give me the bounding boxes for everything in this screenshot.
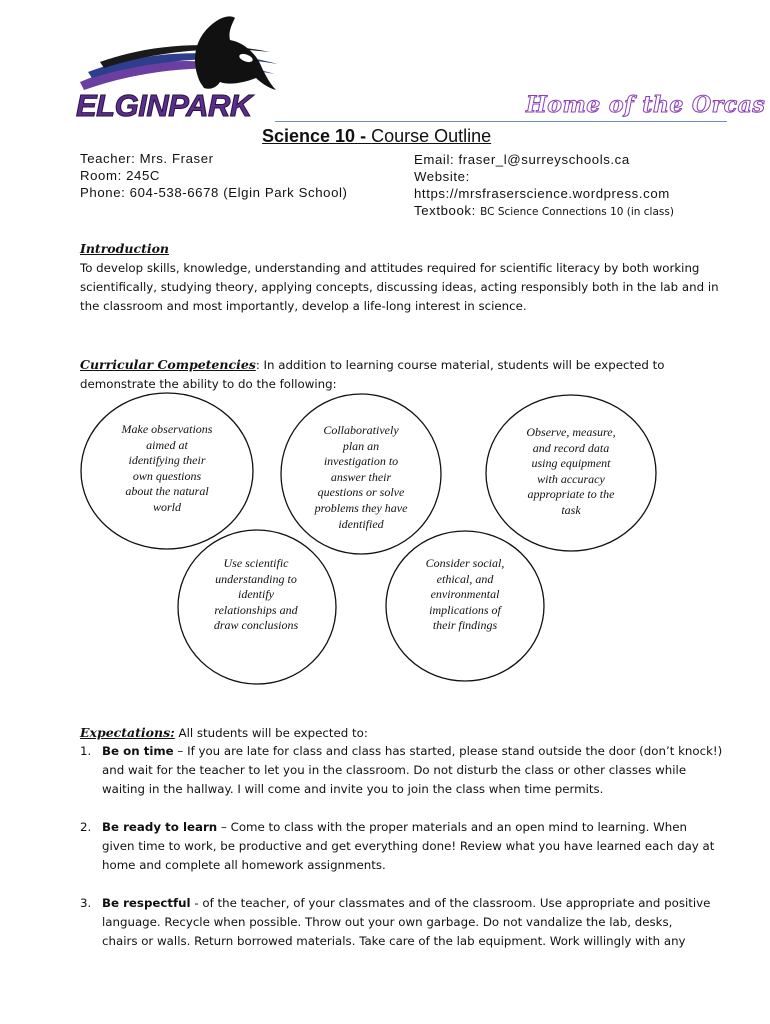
list-item-title: Be ready to learn xyxy=(102,820,218,834)
competencies-heading: Curricular Competencies xyxy=(80,357,256,372)
list-item-line: given time to work, be productive and get everything done! Review what you have learned each day at xyxy=(102,839,715,853)
school-wordmark: ELGINPARK xyxy=(76,88,252,123)
competency-text-observations: Make observations aimed at identifying their own questions about the natural world xyxy=(121,422,213,514)
room-line: Room: 245C xyxy=(80,168,161,183)
expectations-heading: Expectations: xyxy=(80,725,175,740)
list-item-line: chairs or walls. Return borrowed materials. Take care of the lab equipment. Work willingly with any xyxy=(102,934,686,948)
competency-text-observe-measure: Observe, measure, and record data using equipment with accuracy appropriate to the task xyxy=(526,425,616,517)
competency-text-scientific-understanding: Use scientific understanding to identify relationships and draw conclusions xyxy=(213,556,299,633)
email-line: Email: fraser_l@surreyschools.ca xyxy=(414,152,630,167)
list-item-line: - of the teacher, of your classmates and of the classroom. Use appropriate and positive xyxy=(190,896,711,910)
list-item-line: – If you are late for class and class has started, please stand outside the door (don’t knock!) xyxy=(173,744,723,758)
list-item-line: and wait for the teacher to let you in the classroom. Do not disturb the class or other classes while xyxy=(102,763,687,777)
title-rest: Course Outline xyxy=(371,126,492,146)
list-number: 1. xyxy=(80,744,92,758)
list-number: 3. xyxy=(80,896,92,910)
competencies-text-1: : In addition to learning course material, students will be expected to xyxy=(255,358,665,372)
competency-text-social-ethical: Consider social, ethical, and environmental implications of their findings xyxy=(425,556,505,633)
website-label: Website: xyxy=(414,169,470,184)
list-item-line: waiting in the hallway. I will come and invite you to join the class when time permits. xyxy=(102,782,604,796)
intro-line: scientifically, studying theory, applying concepts, discussing ideas, acting responsibly both in the lab and in xyxy=(80,280,719,294)
intro-line: the classroom and most importantly, develop a life-long interest in science. xyxy=(80,299,527,313)
website-url[interactable]: https://mrsfraserscience.wordpress.com xyxy=(414,186,670,201)
list-number: 2. xyxy=(80,820,92,834)
title-bold: Science 10 - xyxy=(262,126,372,146)
school-tagline: Home of the Orcas xyxy=(526,92,766,118)
expectations-intro: All students will be expected to: xyxy=(174,726,368,740)
list-item-title: Be on time xyxy=(102,744,174,758)
phone-line: Phone: 604-538-6678 (Elgin Park School) xyxy=(80,185,348,200)
competency-text-collaboratively: Collaboratively plan an investigation to answer their questions or solve problems they have identified xyxy=(314,423,408,531)
textbook-value: BC Science Connections 10 (in class) xyxy=(480,206,674,218)
list-item-title: Be respectful xyxy=(102,896,191,910)
expectations-heading-line xyxy=(80,723,740,743)
textbook-label: Textbook: xyxy=(414,203,476,218)
intro-line: To develop skills, knowledge, understanding and attitudes required for scientific literacy by both working xyxy=(80,261,700,275)
introduction-heading: Introduction xyxy=(80,241,170,256)
competencies-text-2: demonstrate the ability to do the following: xyxy=(80,377,337,391)
list-item-line: home and complete all homework assignments. xyxy=(102,858,386,872)
list-item-line: – Come to class with the proper materials and an open mind to learning. When xyxy=(217,820,688,834)
teacher-line: Teacher: Mrs. Fraser xyxy=(80,151,214,166)
list-item-line: language. Recycle when possible. Throw out your own garbage. Do not vandalize the lab, desks, xyxy=(102,915,673,929)
